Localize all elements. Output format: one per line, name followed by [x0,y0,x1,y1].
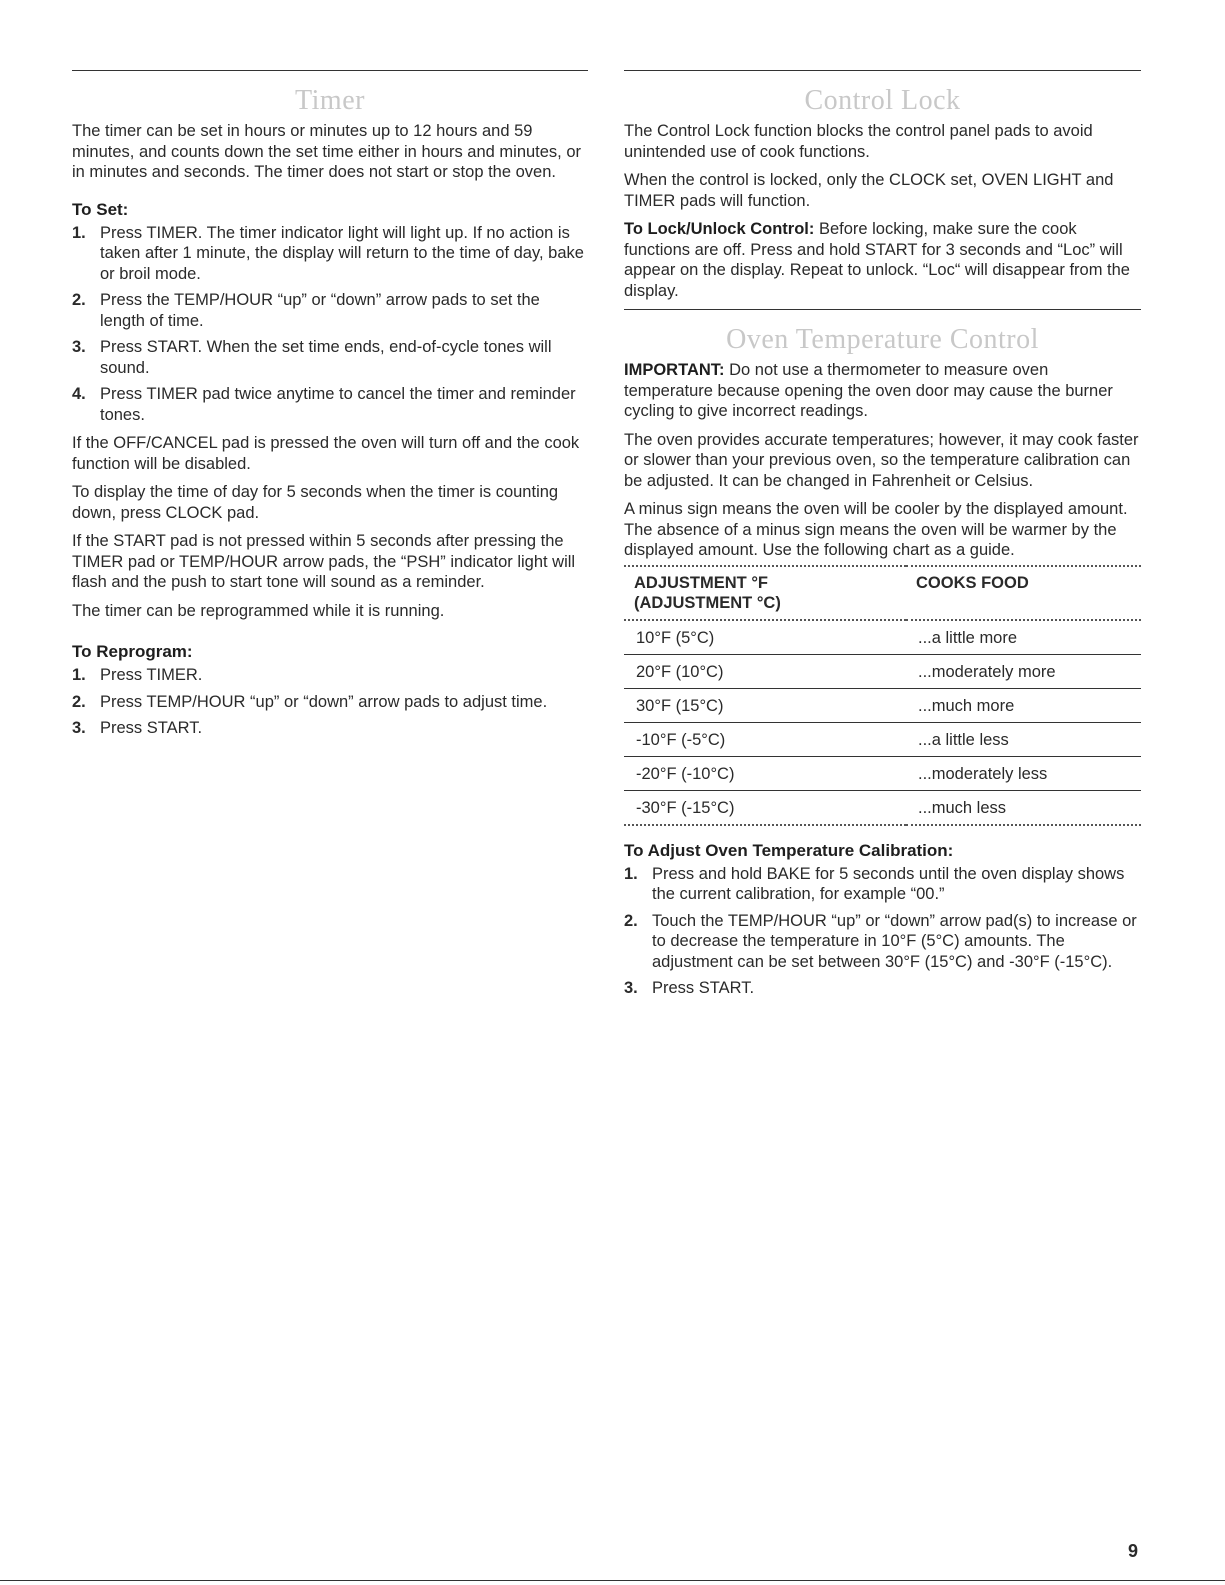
top-rule-right [624,70,1141,71]
oven-temp-para-minus: A minus sign means the oven will be cooler by the displayed amount. The absence of a minus sign means the oven will be warmer by the displayed amount. Use the following chart as a guide. [624,500,1128,559]
to-set-steps [72,223,588,426]
table-row: -30°F (-15°C) ...much less [624,790,1141,825]
table-row: 30°F (15°C) ...much more [624,688,1141,722]
reprogram-steps [72,665,588,739]
table-row: -20°F (-10°C) ...moderately less [624,756,1141,790]
page-number: 9 [1128,1541,1139,1561]
table-row: 20°F (10°C) ...moderately more [624,654,1141,688]
list-item: 4. Press TIMER pad twice anytime to cancel the timer and reminder tones. [72,385,576,424]
timer-para-reminder: If the START pad is not pressed within 5 seconds after pressing the TIMER pad or TEMP/HOUR arrow pads, the “PSH” indicator light will flash and the push to start tone will sound as a reminder. [72,532,576,591]
list-item: 3. Press START. When the set time ends, end-of-cycle tones will sound. [72,338,552,377]
top-rule-left [72,70,588,71]
oven-temp-para-accuracy: The oven provides accurate temperatures; however, it may cook faster or slower than your previous oven, so the temperature calibration can be adjusted. It can be changed in Fahrenheit or Celsius. [624,430,1139,490]
col-cooks-food-header: COOKS FOOD [906,566,1141,620]
control-lock-para-locked: When the control is locked, only the CLOCK set, OVEN LIGHT and TIMER pads will function. [624,171,1114,210]
section-divider [624,309,1141,310]
calibration-heading: To Adjust Oven Temperature Calibration: [624,840,954,860]
to-set-heading: To Set: [72,199,129,219]
timer-para-clock: To display the time of day for 5 seconds when the timer is counting down, press CLOCK pad. [72,483,559,522]
table-row: 10°F (5°C) ...a little more [624,620,1141,655]
control-lock-title: Control Lock [804,85,961,116]
list-item: 1. Press TIMER. The timer indicator light will light up. If no action is taken after 1 minute, the display will return to the time of day, bake or broil mode. [72,223,584,283]
list-item: 2. Touch the TEMP/HOUR “up” or “down” arrow pad(s) to increase or to decrease the temperature in 10°F (5°C) amounts. The adjustment can be set between 30°F (15°C) and -30°F (-15°C). [624,911,1137,971]
reprogram-heading: To Reprogram: [72,642,193,661]
important-label: IMPORTANT: [624,361,725,379]
table-header-row [624,566,1141,620]
list-item: 3. Press START. [624,979,755,997]
oven-temp-important: IMPORTANT: Do not use a thermometer to measure oven temperature because opening the oven door may cause the burner cycling to give incorrect readings. [624,361,1113,420]
adjustment-table [624,565,1141,826]
table-row: -10°F (-5°C) ...a little less [624,722,1141,756]
timer-column [72,70,588,747]
list-item: 3. Press START. [72,719,203,737]
lock-unlock-label: To Lock/Unlock Control: [624,220,815,238]
timer-intro: The timer can be set in hours or minutes up to 12 hours and 59 minutes, and counts down the set time either in hours and minutes, or in minutes and seconds. The timer does not start or stop the oven. [72,122,582,181]
oven-temp-title: Oven Temperature Control [726,324,1039,355]
calibration-steps [624,864,1141,999]
list-item: 1. Press TIMER. [72,666,203,684]
list-item: 1. Press and hold BAKE for 5 seconds until the oven display shows the current calibration, for example “00.” [624,864,1125,903]
list-item: 2. Press TEMP/HOUR “up” or “down” arrow pads to adjust time. [72,692,548,711]
control-lock-para-instructions: To Lock/Unlock Control: Before locking, make sure the cook functions are off. Press and hold START for 3 seconds and “Loc” will appear on the display. Repeat to unlock. “Loc“ will disappear from the display. [624,220,1130,300]
control-lock-para-intro: The Control Lock function blocks the control panel pads to avoid unintended use of cook functions. [624,122,1093,161]
bottom-rule [0,1580,1225,1581]
timer-para-cancel: If the OFF/CANCEL pad is pressed the oven will turn off and the cook function will be disabled. [72,434,580,473]
right-column [624,70,1141,1007]
col-adjustment-header: ADJUSTMENT °F (ADJUSTMENT °C) [624,566,906,620]
timer-title: Timer [295,85,365,116]
timer-para-reprogram: The timer can be reprogrammed while it is running. [72,601,445,620]
list-item: 2. Press the TEMP/HOUR “up” or “down” arrow pads to set the length of time. [72,291,540,330]
